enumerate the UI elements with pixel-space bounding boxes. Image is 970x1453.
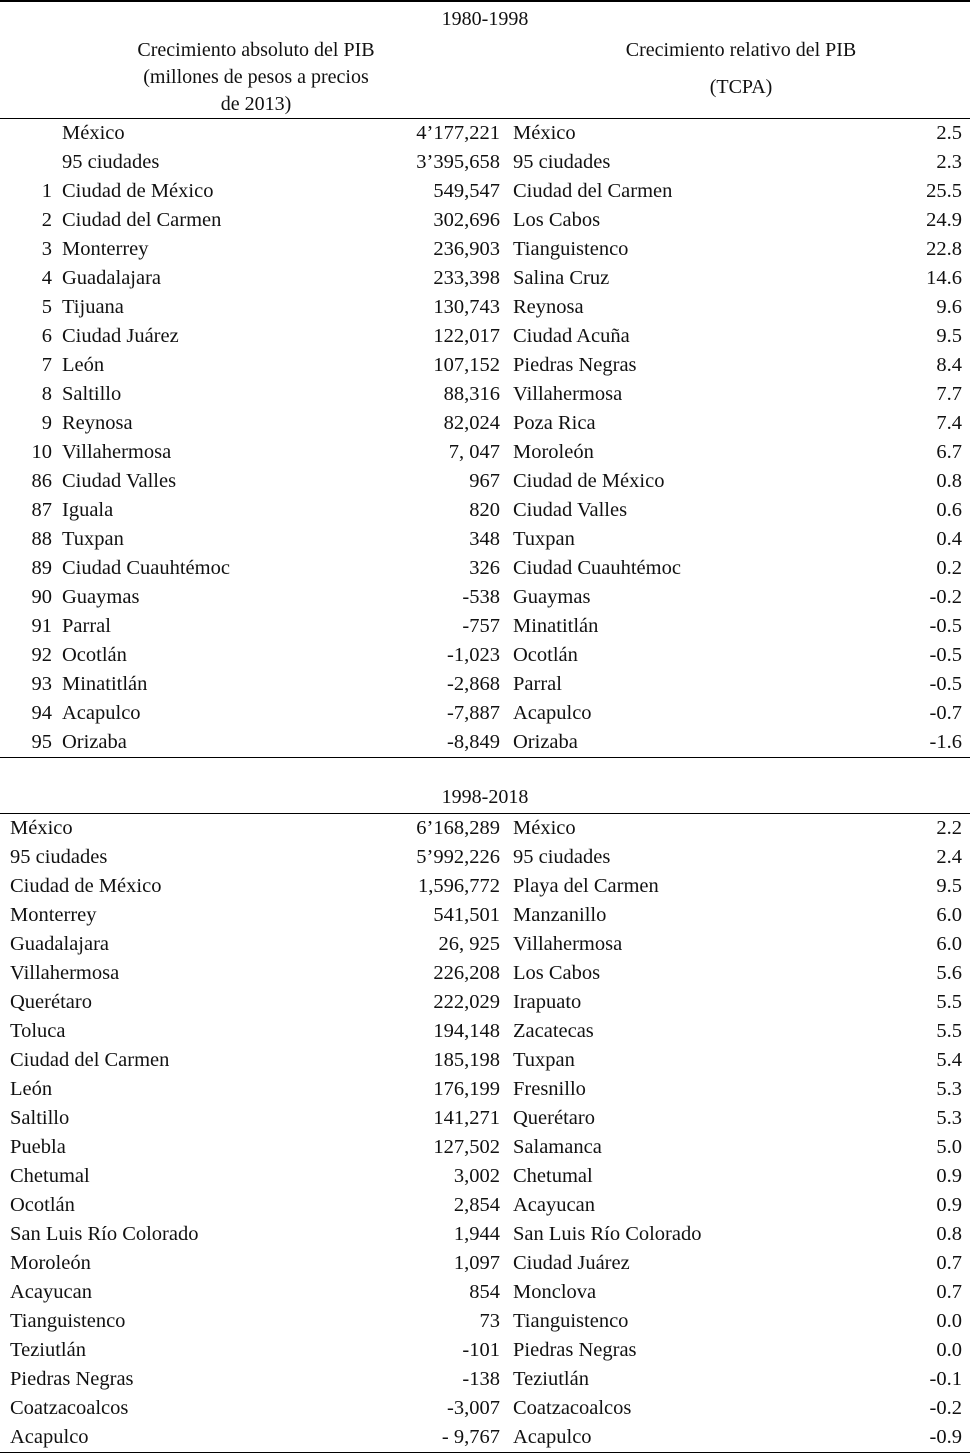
row-value-relative: 7.4 [936, 412, 962, 434]
table-1-header [0, 35, 970, 118]
row-rank: 91 [31, 615, 52, 637]
row-city-absolute: Acayucan [10, 1281, 92, 1303]
row-value-relative: 5.5 [936, 991, 962, 1013]
table-row [0, 959, 970, 988]
row-city-absolute: 95 ciudades [10, 846, 108, 868]
row-value-relative: -0.9 [929, 1426, 962, 1448]
row-city-relative: Ciudad del Carmen [513, 180, 673, 202]
row-value-relative: 9.5 [936, 875, 962, 897]
row-city-relative: Piedras Negras [513, 1339, 637, 1361]
row-city-relative: Acayucan [513, 1194, 595, 1216]
table-row [0, 148, 970, 177]
table-row [0, 177, 970, 206]
row-city-absolute: Chetumal [10, 1165, 90, 1187]
row-value-relative: 0.2 [936, 557, 962, 579]
table-row [0, 264, 970, 293]
row-rank: 5 [41, 296, 52, 318]
row-city-relative: Poza Rica [513, 412, 596, 434]
row-city-absolute: Ciudad de México [62, 180, 214, 202]
row-city-absolute: Ciudad del Carmen [10, 1049, 170, 1071]
row-city-absolute: Ciudad de México [10, 875, 162, 897]
row-city-relative: Tuxpan [513, 1049, 575, 1071]
table-row [0, 699, 970, 728]
row-value-relative: 6.7 [936, 441, 962, 463]
table-row [0, 670, 970, 699]
table-row [0, 206, 970, 235]
row-city-absolute: Ciudad del Carmen [62, 209, 222, 231]
row-city-relative: Ciudad Cuauhtémoc [513, 557, 681, 579]
table-row [0, 351, 970, 380]
row-city-relative: Acapulco [513, 702, 592, 724]
row-value-relative: -0.2 [929, 1397, 962, 1419]
row-value-relative: 2.5 [936, 122, 962, 144]
table-row [0, 1307, 970, 1336]
table-2-body [0, 814, 970, 1452]
row-value-relative: 0.0 [936, 1339, 962, 1361]
row-city-relative: 95 ciudades [513, 151, 611, 173]
row-value-relative: 0.7 [936, 1252, 962, 1274]
row-value-relative: 5.6 [936, 962, 962, 984]
table-row [0, 1133, 970, 1162]
row-city-absolute: Moroleón [10, 1252, 91, 1274]
row-value-relative: 2.3 [936, 151, 962, 173]
table-row [0, 554, 970, 583]
row-city-relative: México [513, 122, 576, 144]
row-value-absolute: 6’168,289 [416, 817, 500, 839]
row-city-relative: Acapulco [513, 1426, 592, 1448]
table-row [0, 641, 970, 670]
row-city-relative: Irapuato [513, 991, 582, 1013]
row-city-relative: Los Cabos [513, 209, 601, 231]
row-city-relative: Chetumal [513, 1165, 593, 1187]
header-absolute-subtitle-line1: (millones de pesos a precios [143, 66, 369, 88]
row-value-absolute: 7, 047 [448, 441, 500, 463]
row-city-absolute: Ciudad Cuauhtémoc [62, 557, 230, 579]
row-city-relative: Parral [513, 673, 562, 695]
table-row [0, 814, 970, 843]
row-value-relative: 22.8 [926, 238, 962, 260]
header-absolute-title: Crecimiento absoluto del PIB [137, 39, 375, 61]
row-city-relative: Salamanca [513, 1136, 602, 1158]
row-value-absolute: 130,743 [433, 296, 500, 318]
row-value-absolute: -2,868 [447, 673, 500, 695]
row-value-relative: 0.8 [936, 470, 962, 492]
row-value-relative: 0.9 [936, 1165, 962, 1187]
row-city-absolute: 95 ciudades [62, 151, 160, 173]
table-row [0, 322, 970, 351]
row-city-relative: Querétaro [513, 1107, 595, 1129]
row-value-absolute: -138 [462, 1368, 500, 1390]
row-city-absolute: Villahermosa [62, 441, 172, 463]
row-value-relative: 9.6 [936, 296, 962, 318]
row-value-relative: -0.5 [929, 644, 962, 666]
row-value-relative: 5.4 [936, 1049, 962, 1071]
row-value-absolute: 141,271 [433, 1107, 500, 1129]
table-row [0, 1104, 970, 1133]
table-row [0, 496, 970, 525]
row-city-absolute: Acapulco [62, 702, 141, 724]
row-value-absolute: -8,849 [447, 731, 500, 753]
row-value-absolute: 854 [469, 1281, 500, 1303]
row-rank: 9 [41, 412, 52, 434]
row-rank: 88 [31, 528, 52, 550]
row-rank: 89 [31, 557, 52, 579]
table-row [0, 612, 970, 641]
row-value-absolute: 4’177,221 [416, 122, 500, 144]
row-value-absolute: 5’992,226 [416, 846, 500, 868]
row-value-relative: 0.6 [936, 499, 962, 521]
row-rank: 7 [41, 354, 52, 376]
table-row [0, 988, 970, 1017]
table-row [0, 409, 970, 438]
row-value-relative: 5.0 [936, 1136, 962, 1158]
row-value-relative: 25.5 [926, 180, 962, 202]
row-value-absolute: -538 [462, 586, 500, 608]
row-value-absolute: 73 [479, 1310, 500, 1332]
row-value-absolute: 326 [469, 557, 500, 579]
row-city-absolute: Monterrey [62, 238, 149, 260]
row-city-relative: Manzanillo [513, 904, 607, 926]
row-city-relative: Guaymas [513, 586, 591, 608]
row-value-absolute: 348 [469, 528, 500, 550]
row-value-relative: 2.2 [936, 817, 962, 839]
row-city-relative: Los Cabos [513, 962, 601, 984]
row-city-relative: Ciudad Acuña [513, 325, 630, 347]
row-rank: 87 [31, 499, 52, 521]
row-rank: 94 [31, 702, 52, 724]
row-rank: 90 [31, 586, 52, 608]
row-city-absolute: Piedras Negras [10, 1368, 134, 1390]
row-city-absolute: Toluca [10, 1020, 66, 1042]
table-row [0, 901, 970, 930]
row-value-absolute: 820 [469, 499, 500, 521]
row-value-relative: 0.0 [936, 1310, 962, 1332]
row-value-absolute: 127,502 [433, 1136, 500, 1158]
row-value-absolute: 107,152 [433, 354, 500, 376]
row-city-absolute: Ciudad Juárez [62, 325, 179, 347]
table-row [0, 872, 970, 901]
row-city-absolute: Ciudad Valles [62, 470, 177, 492]
row-city-absolute: Querétaro [10, 991, 92, 1013]
row-value-absolute: 185,198 [433, 1049, 500, 1071]
row-city-absolute: Parral [62, 615, 111, 637]
table-row [0, 1220, 970, 1249]
row-city-relative: Piedras Negras [513, 354, 637, 376]
row-value-absolute: 226,208 [433, 962, 500, 984]
row-rank: 6 [41, 325, 52, 347]
table-row [0, 1394, 970, 1423]
row-value-absolute: 1,944 [453, 1223, 500, 1245]
row-value-relative: -0.5 [929, 615, 962, 637]
table-row [0, 525, 970, 554]
row-value-relative: 0.9 [936, 1194, 962, 1216]
row-city-relative: Moroleón [513, 441, 594, 463]
row-value-absolute: -3,007 [447, 1397, 500, 1419]
row-city-relative: Minatitlán [513, 615, 599, 637]
row-city-absolute: Iguala [62, 499, 114, 521]
row-city-absolute: Reynosa [62, 412, 133, 434]
row-city-absolute: Puebla [10, 1136, 66, 1158]
table-row [0, 119, 970, 148]
row-value-relative: -1.6 [929, 731, 962, 753]
row-value-relative: -0.5 [929, 673, 962, 695]
row-value-absolute: 3’395,658 [416, 151, 500, 173]
row-rank: 86 [31, 470, 52, 492]
row-city-absolute: Teziutlán [10, 1339, 86, 1361]
table-row [0, 380, 970, 409]
row-city-absolute: Coatzacoalcos [10, 1397, 129, 1419]
table-row [0, 235, 970, 264]
row-rank: 10 [31, 441, 52, 463]
row-value-absolute: 236,903 [433, 238, 500, 260]
row-city-absolute: Tianguistenco [10, 1310, 126, 1332]
row-value-relative: 2.4 [936, 846, 962, 868]
row-city-relative: Ciudad de México [513, 470, 665, 492]
row-value-absolute: - 9,767 [441, 1426, 500, 1448]
period-caption-1: 1980-1998 [441, 8, 529, 30]
row-rank: 3 [41, 238, 52, 260]
row-value-absolute: 302,696 [433, 209, 500, 231]
row-city-absolute: Orizaba [62, 731, 127, 753]
row-value-relative: -0.2 [929, 586, 962, 608]
table-row [0, 1017, 970, 1046]
table-row [0, 930, 970, 959]
row-value-absolute: 222,029 [433, 991, 500, 1013]
row-city-absolute: Tuxpan [62, 528, 124, 550]
row-city-absolute: León [10, 1078, 53, 1100]
row-rank: 95 [31, 731, 52, 753]
row-city-absolute: Ocotlán [10, 1194, 75, 1216]
row-value-absolute: 3,002 [453, 1165, 500, 1187]
table-row [0, 1336, 970, 1365]
row-city-absolute: Saltillo [10, 1107, 70, 1129]
row-value-absolute: 967 [469, 470, 500, 492]
header-absolute-subtitle-line2: de 2013) [220, 93, 292, 115]
row-value-relative: 9.5 [936, 325, 962, 347]
table-row [0, 438, 970, 467]
row-city-relative: Reynosa [513, 296, 584, 318]
table-row [0, 843, 970, 872]
row-value-absolute: 88,316 [443, 383, 500, 405]
row-value-relative: 0.7 [936, 1281, 962, 1303]
row-city-absolute: México [62, 122, 125, 144]
row-value-absolute: 541,501 [433, 904, 500, 926]
row-rank: 2 [41, 209, 52, 231]
row-city-relative: Zacatecas [513, 1020, 594, 1042]
row-rank: 8 [41, 383, 52, 405]
table-row [0, 1423, 970, 1452]
table-row [0, 1046, 970, 1075]
row-value-relative: 24.9 [926, 209, 962, 231]
row-value-relative: 5.3 [936, 1107, 962, 1129]
row-city-relative: Tianguistenco [513, 238, 629, 260]
row-city-relative: Playa del Carmen [513, 875, 659, 897]
row-value-relative: 5.3 [936, 1078, 962, 1100]
header-absolute-growth [0, 35, 512, 118]
row-value-relative: 14.6 [926, 267, 962, 289]
row-city-absolute: León [62, 354, 105, 376]
row-city-relative: Villahermosa [513, 933, 623, 955]
table-row [0, 1075, 970, 1104]
table-row [0, 1278, 970, 1307]
row-rank: 4 [41, 267, 52, 289]
row-value-absolute: -7,887 [447, 702, 500, 724]
table-row [0, 467, 970, 496]
row-rank: 93 [31, 673, 52, 695]
row-value-absolute: 1,097 [453, 1252, 500, 1274]
row-value-absolute: 26, 925 [438, 933, 500, 955]
row-value-relative: 0.4 [936, 528, 962, 550]
row-city-relative: Teziutlán [513, 1368, 589, 1390]
row-value-relative: 7.7 [936, 383, 962, 405]
row-city-absolute: San Luis Río Colorado [10, 1223, 199, 1245]
row-city-absolute: Saltillo [62, 383, 122, 405]
period-caption-2: 1998-2018 [441, 786, 529, 808]
row-value-absolute: 1,596,772 [418, 875, 500, 897]
row-city-absolute: Guadalajara [62, 267, 162, 289]
row-value-relative: -0.1 [929, 1368, 962, 1390]
row-value-absolute: 122,017 [433, 325, 500, 347]
table-row [0, 728, 970, 757]
row-city-relative: Coatzacoalcos [513, 1397, 632, 1419]
row-value-relative: 8.4 [936, 354, 962, 376]
row-value-relative: -0.7 [929, 702, 962, 724]
row-city-relative: Tianguistenco [513, 1310, 629, 1332]
header-relative-subtitle: (TCPA) [709, 76, 773, 98]
row-rank: 92 [31, 644, 52, 666]
row-value-relative: 0.8 [936, 1223, 962, 1245]
row-city-absolute: Monterrey [10, 904, 97, 926]
row-value-absolute: -1,023 [447, 644, 500, 666]
row-city-relative: 95 ciudades [513, 846, 611, 868]
row-city-relative: Villahermosa [513, 383, 623, 405]
table-1-body [0, 119, 970, 757]
row-city-absolute: México [10, 817, 73, 839]
row-value-relative: 6.0 [936, 904, 962, 926]
table-row [0, 293, 970, 322]
row-value-absolute: 233,398 [433, 267, 500, 289]
row-city-relative: México [513, 817, 576, 839]
row-value-absolute: 2,854 [453, 1194, 500, 1216]
row-city-absolute: Acapulco [10, 1426, 89, 1448]
header-relative-title: Crecimiento relativo del PIB [625, 39, 857, 61]
row-value-relative: 6.0 [936, 933, 962, 955]
table-row [0, 1249, 970, 1278]
row-value-absolute: -101 [462, 1339, 500, 1361]
row-city-relative: Salina Cruz [513, 267, 610, 289]
table-1980-1998 [0, 2, 970, 758]
table-row [0, 583, 970, 612]
row-value-relative: 5.5 [936, 1020, 962, 1042]
row-city-relative: Ciudad Valles [513, 499, 628, 521]
row-value-absolute: 194,148 [433, 1020, 500, 1042]
row-city-relative: Ciudad Juárez [513, 1252, 630, 1274]
header-relative-growth [512, 35, 970, 101]
row-city-relative: San Luis Río Colorado [513, 1223, 702, 1245]
row-rank: 1 [41, 180, 52, 202]
row-value-absolute: 176,199 [433, 1078, 500, 1100]
row-city-absolute: Ocotlán [62, 644, 127, 666]
row-city-relative: Tuxpan [513, 528, 575, 550]
section-gap [0, 758, 970, 780]
table-1998-2018 [0, 780, 970, 1453]
row-value-absolute: 82,024 [443, 412, 500, 434]
row-city-absolute: Villahermosa [10, 962, 120, 984]
row-value-absolute: -757 [462, 615, 500, 637]
row-city-absolute: Guaymas [62, 586, 140, 608]
row-city-relative: Monclova [513, 1281, 597, 1303]
row-value-absolute: 549,547 [433, 180, 500, 202]
table-row [0, 1365, 970, 1394]
table-row [0, 1162, 970, 1191]
row-city-absolute: Tijuana [62, 296, 124, 318]
table-row [0, 1191, 970, 1220]
row-city-absolute: Minatitlán [62, 673, 148, 695]
row-city-relative: Orizaba [513, 731, 578, 753]
row-city-absolute: Guadalajara [10, 933, 110, 955]
row-city-relative: Fresnillo [513, 1078, 586, 1100]
row-city-relative: Ocotlán [513, 644, 578, 666]
